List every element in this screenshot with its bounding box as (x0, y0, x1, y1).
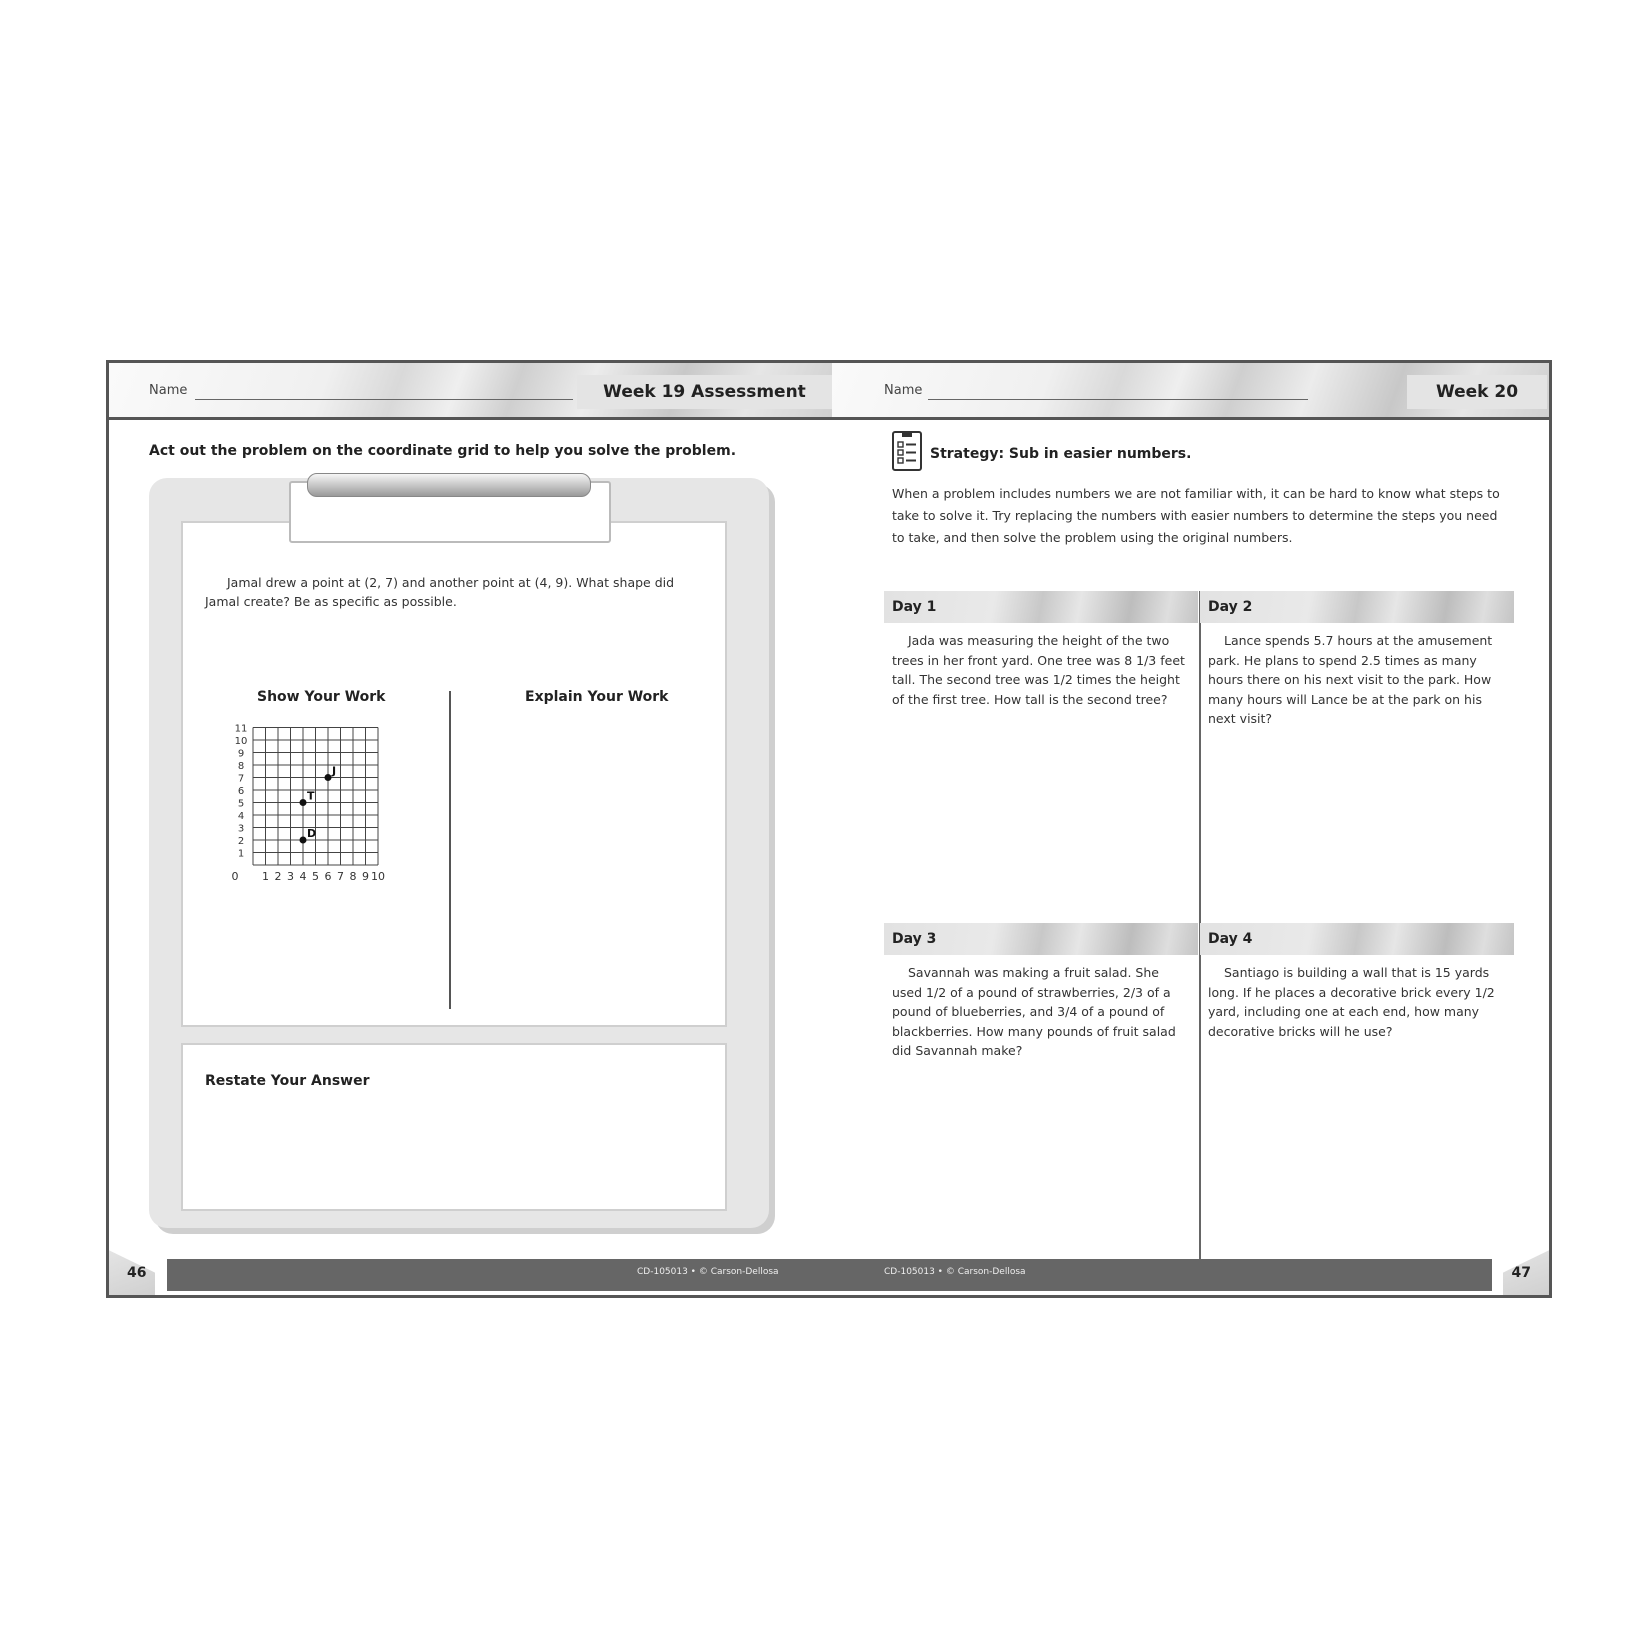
workbook-spread (106, 360, 1552, 1298)
strategy-title: Strategy: Sub in easier numbers. (930, 446, 1192, 462)
work-divider (449, 691, 451, 1009)
grid-y-label: 10 (234, 736, 248, 747)
instruction: Act out the problem on the coordinate grid to help you solve the problem. (149, 443, 737, 459)
name-line (928, 399, 1308, 400)
day-2-text: Lance spends 5.7 hours at the amusement park. He plans to spend 2.5 times as many hours there on his next visit to the park. How many hours will Lance be at the park on his next visit? (1208, 633, 1493, 726)
show-work-title: Show Your Work (257, 689, 386, 705)
week-title: Week 19 Assessment (577, 375, 832, 409)
day-4-label: Day 4 (1200, 923, 1514, 955)
grid-y-label: 3 (237, 823, 245, 835)
grid-point (300, 837, 307, 844)
name-label: Name (884, 383, 923, 398)
right-footer (832, 1257, 1549, 1295)
grid-x-label: 9 (362, 870, 369, 883)
grid-point-label: T (307, 789, 315, 803)
page-number: 47 (1511, 1265, 1531, 1281)
day-3-text: Savannah was making a fruit salad. She used 1/2 of a pound of strawberries, 2/3 of a pound of blueberries, and 3/4 of a pound of blackberries. How many pounds of fruit salad did Savannah make? (892, 965, 1176, 1058)
grid-point-label: J (332, 764, 337, 778)
restate-title: Restate Your Answer (205, 1073, 370, 1089)
day-3-label: Day 3 (884, 923, 1198, 955)
grid-y-label: 11 (234, 723, 248, 735)
grid-y-label: 5 (237, 798, 245, 810)
grid-x-label: 5 (312, 870, 319, 883)
grid-x-label: 0 (231, 870, 239, 883)
left-header (109, 363, 832, 420)
restate-paper (181, 1043, 727, 1211)
right-header (832, 363, 1549, 420)
strategy-text: When a problem includes numbers we are not familiar with, it can be hard to know what steps to take to solve it. Try replacing the numbers with easier numbers to determine the steps you need to take, and then solve the problem using the original numbers. (892, 486, 1500, 545)
grid-point-label: D (307, 827, 317, 840)
name-label: Name (149, 383, 188, 398)
left-footer (109, 1257, 832, 1295)
day-1-label: Day 1 (884, 591, 1198, 623)
grid-y-label: 4 (237, 811, 245, 822)
grid-y-label: 1 (237, 848, 245, 860)
right-page (832, 363, 1549, 1295)
grid-y-label: 2 (237, 836, 245, 847)
grid-x-label: 3 (287, 870, 294, 883)
grid-point (325, 774, 332, 781)
name-line (195, 399, 573, 400)
explain-work-title: Explain Your Work (525, 689, 669, 705)
grid-x-label: 2 (274, 870, 282, 883)
page-number: 46 (127, 1265, 147, 1281)
problem-paper (181, 521, 727, 1027)
week-title: Week 20 (1407, 375, 1547, 409)
grid-x-label: 8 (349, 870, 357, 883)
grid-point (300, 799, 307, 806)
grid-y-label: 6 (237, 786, 245, 797)
left-page (109, 363, 832, 1295)
grid-x-label: 4 (299, 870, 307, 883)
footer-copyright: CD-105013 • © Carson-Dellosa (884, 1267, 1026, 1277)
grid-x-label: 7 (337, 870, 344, 883)
grid-y-label: 9 (237, 748, 245, 760)
day-1-text: Jada was measuring the height of the two trees in her front yard. One tree was 8 1/3 feet tall. The second tree was 1/2 times the height of the first tree. How tall is the second tree? (892, 633, 1185, 707)
grid-x-label: 1 (262, 870, 269, 883)
coordinate-grid (227, 715, 407, 883)
grid-y-label: 7 (237, 773, 245, 785)
coordinate-grid-svg (227, 715, 407, 883)
checklist-icon (892, 431, 922, 471)
clipboard-clip (289, 473, 609, 543)
problem-text: Jamal drew a point at (2, 7) and another point at (4, 9). What shape did Jamal create? Be as specific as possible. (205, 575, 675, 609)
footer-copyright: CD-105013 • © Carson-Dellosa (637, 1267, 779, 1277)
day-2-label: Day 2 (1200, 591, 1514, 623)
day-4-text: Santiago is building a wall that is 15 yards long. If he places a decorative brick every 1/2 yard, including one at each end, how many decorative bricks will he use? (1208, 965, 1495, 1039)
grid-x-label: 6 (324, 870, 332, 883)
grid-x-label: 10 (371, 870, 385, 883)
grid-y-label: 8 (237, 761, 245, 772)
